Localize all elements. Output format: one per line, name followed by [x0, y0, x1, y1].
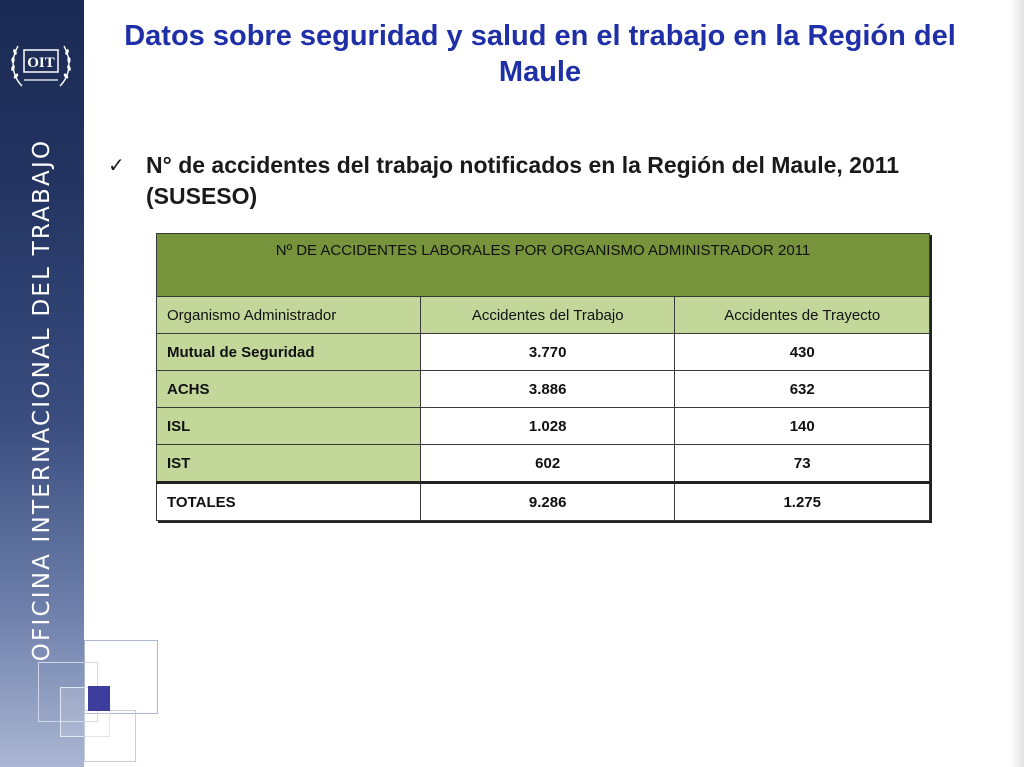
decor-square [84, 710, 136, 762]
org-cell: IST [157, 445, 421, 483]
column-header: Accidentes del Trabajo [420, 297, 675, 334]
table-row [157, 408, 930, 445]
bullet-text: N° de accidentes del trabajo notificados en la Región del Maule, 2011 (SUSESO) [146, 152, 900, 209]
total-label-cell: TOTALES [157, 483, 421, 521]
svg-text:OIT: OIT [27, 55, 55, 71]
organization-vertical-label: OFICINA INTERNACIONAL DEL TRABAJO [29, 138, 55, 662]
table-row [157, 371, 930, 408]
work-accidents-cell: 3.886 [420, 371, 675, 408]
column-header: Organismo Administrador [157, 297, 421, 334]
table-row [157, 445, 930, 483]
work-accidents-cell: 3.770 [420, 334, 675, 371]
accidents-table [156, 233, 930, 521]
table-header-row [157, 297, 930, 334]
org-cell: Mutual de Seguridad [157, 334, 421, 371]
commute-accidents-cell: 430 [675, 334, 930, 371]
decor-square-filled [88, 686, 110, 711]
org-cell: ACHS [157, 371, 421, 408]
total-commute-accidents-cell: 1.275 [675, 483, 930, 521]
table-row [157, 334, 930, 371]
total-work-accidents-cell: 9.286 [420, 483, 675, 521]
org-cell: ISL [157, 408, 421, 445]
edge-shadow [1010, 0, 1024, 767]
table-total-row [157, 483, 930, 521]
column-header: Accidentes de Trayecto [675, 297, 930, 334]
check-icon: ✓ [108, 153, 125, 177]
work-accidents-cell: 1.028 [420, 408, 675, 445]
table-caption-row [157, 234, 930, 297]
oit-logo-icon [8, 36, 74, 94]
commute-accidents-cell: 73 [675, 445, 930, 483]
commute-accidents-cell: 632 [675, 371, 930, 408]
commute-accidents-cell: 140 [675, 408, 930, 445]
table-caption: Nº DE ACCIDENTES LABORALES POR ORGANISMO ADMINISTRADOR 2011 [157, 234, 930, 297]
slide-title: Datos sobre seguridad y salud en el trabajo en la Región del Maule [124, 20, 956, 88]
work-accidents-cell: 602 [420, 445, 675, 483]
left-band [0, 0, 84, 767]
